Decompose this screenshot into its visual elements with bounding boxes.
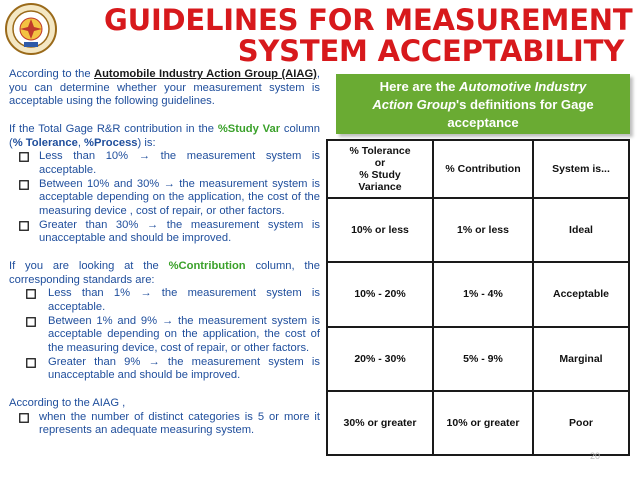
- cell-tolerance: 10% or less: [327, 198, 433, 262]
- list-item: Less than 1% → the measurement system is acceptable.: [9, 287, 320, 314]
- cell-contribution: 10% or greater: [433, 391, 533, 455]
- checkbox-bullet-icon: [19, 221, 29, 231]
- checkbox-bullet-icon: [26, 317, 36, 327]
- checkbox-bullet-icon: [26, 358, 36, 368]
- cell-tolerance: 10% - 20%: [327, 262, 433, 326]
- list-item: Between 1% and 9% → the measurement system is acceptable depending on the application, the cost of the measuring device, cost of repair, or other factors.: [9, 315, 320, 356]
- cell-system: Marginal: [533, 327, 629, 391]
- list-item: Greater than 9% → the measurement system is unacceptable and should be improved.: [9, 356, 320, 383]
- study-var-list: [9, 150, 320, 246]
- guidelines-text: [9, 68, 320, 438]
- cell-tolerance: 30% or greater: [327, 391, 433, 455]
- university-seal-icon: [4, 2, 58, 56]
- checkbox-bullet-icon: [19, 180, 29, 190]
- table-header-row: [327, 140, 629, 198]
- checkbox-bullet-icon: [26, 289, 36, 299]
- header-tolerance: % Tolerance or % Study Variance: [327, 140, 433, 198]
- aiag-definition-banner: Here are the Automotive Industry Action Group's definitions for Gage acceptance: [336, 74, 630, 134]
- list-item: Less than 10% → the measurement system is acceptable.: [9, 150, 320, 177]
- table-row: [327, 262, 629, 326]
- list-item: when the number of distinct categories is 5 or more it represents an adequate measuring system.: [9, 411, 320, 438]
- table-row: [327, 391, 629, 455]
- gage-acceptance-table: [326, 139, 630, 456]
- header-contribution: % Contribution: [433, 140, 533, 198]
- contribution-list: [9, 287, 320, 383]
- paragraph-aiag-intro: According to the Automobile Industry Action Group (AIAG), you can determine whether your measurement system is acceptable using the following guidelines.: [9, 68, 320, 108]
- header-system: System is...: [533, 140, 629, 198]
- list-item: Greater than 30% → the measurement system is unacceptable and should be improved.: [9, 219, 320, 246]
- cell-contribution: 1% or less: [433, 198, 533, 262]
- checkbox-bullet-icon: [19, 152, 29, 162]
- checkbox-bullet-icon: [19, 413, 29, 423]
- table-row: [327, 327, 629, 391]
- paragraph-contribution: If you are looking at the %Contribution column, the corresponding standards are:: [9, 259, 320, 286]
- cell-contribution: 5% - 9%: [433, 327, 533, 391]
- table-row: [327, 198, 629, 262]
- cell-tolerance: 20% - 30%: [327, 327, 433, 391]
- cell-system: Poor: [533, 391, 629, 455]
- title-line-2: SYSTEM ACCEPTABILITY: [237, 34, 624, 68]
- page-title: [104, 3, 633, 68]
- paragraph-study-var: If the Total Gage R&R contribution in the %Study Var column (% Tolerance, %Process) is:: [9, 122, 320, 149]
- cell-system: Ideal: [533, 198, 629, 262]
- title-line-1: GUIDELINES FOR MEASUREMENT: [104, 3, 633, 37]
- list-item: Between 10% and 30% → the measurement system is acceptable depending on the application, the cost of the measuring device , cost of repair, or other factors.: [9, 178, 320, 219]
- cell-contribution: 1% - 4%: [433, 262, 533, 326]
- cell-system: Acceptable: [533, 262, 629, 326]
- paragraph-aiag-categories: According to the AIAG ,: [9, 396, 126, 409]
- aiag-link-text: Automobile Industry Action Group (AIAG): [94, 68, 317, 80]
- categories-list: [9, 411, 320, 438]
- page-number: 20: [589, 451, 600, 461]
